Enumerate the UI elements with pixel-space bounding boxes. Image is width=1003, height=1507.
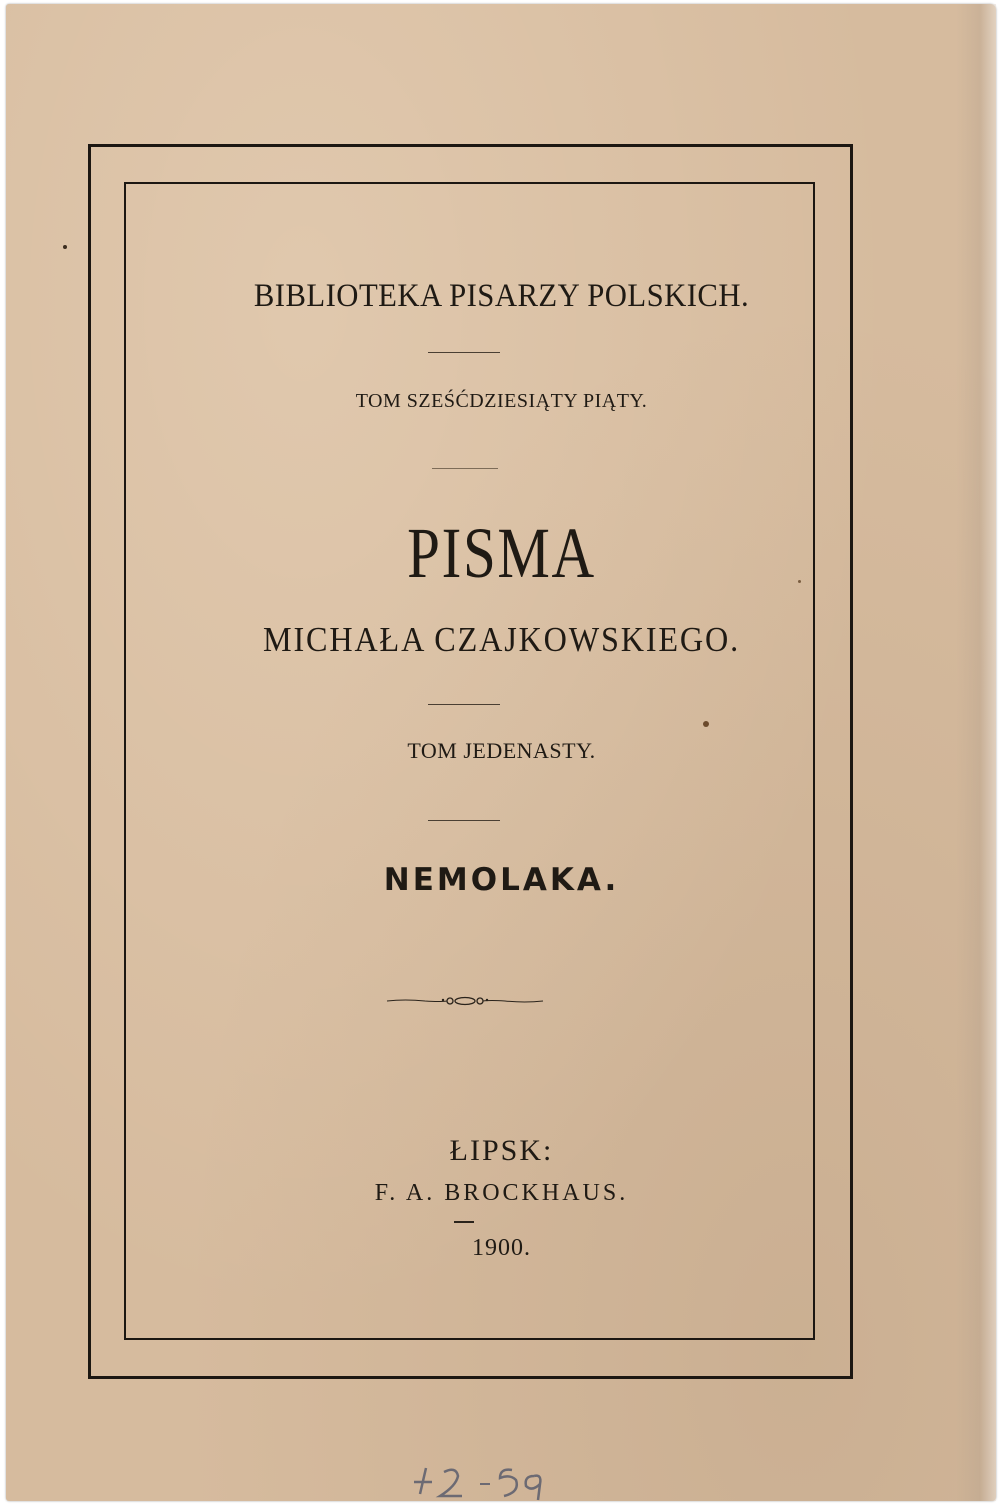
- divider-rule: [428, 820, 500, 821]
- divider-rule: [432, 468, 498, 469]
- divider-rule: [454, 1221, 474, 1223]
- volume-number: TOM JEDENASTY.: [407, 738, 596, 763]
- pencil-mark-icon: [400, 1462, 550, 1502]
- paper-spot: [703, 721, 709, 727]
- divider-rule: [428, 704, 500, 705]
- publication-place: ŁIPSK:: [449, 1134, 554, 1167]
- series-volume: TOM SZEŚĆDZIESIĄTY PIĄTY.: [355, 390, 648, 412]
- publisher-name: F. A. BROCKHAUS.: [374, 1180, 629, 1206]
- scroll-ornament-icon: [385, 990, 545, 1012]
- main-title: PISMA: [407, 513, 596, 593]
- series-title: BIBLIOTEKA PISARZY POLSKICH.: [253, 278, 750, 314]
- paper-spot: [798, 580, 801, 583]
- paper-spot: [63, 245, 67, 249]
- divider-rule: [428, 352, 500, 353]
- author-name: MICHAŁA CZAJKOWSKIEGO.: [263, 620, 740, 659]
- work-title: NEMOLAKA.: [383, 862, 620, 898]
- publication-year: 1900.: [472, 1235, 531, 1261]
